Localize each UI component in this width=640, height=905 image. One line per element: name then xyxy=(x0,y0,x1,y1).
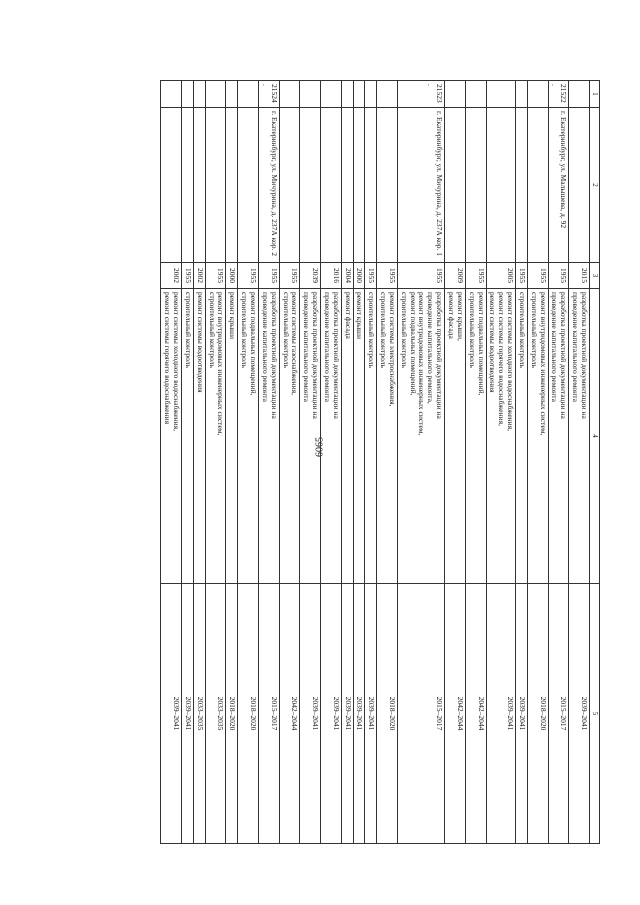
work-type-cell xyxy=(465,289,486,584)
work-type-cell xyxy=(259,289,280,584)
work-line: ремонт системы электроснабжения, xyxy=(387,292,397,407)
table-row xyxy=(397,81,444,844)
work-type-cell xyxy=(365,289,377,584)
column-header-cell: 1 xyxy=(590,81,600,108)
work-line: ремонт подвальных помещений, xyxy=(476,292,486,396)
column-header-cell: 5 xyxy=(590,584,600,844)
period-cell: 2039–2041 xyxy=(321,584,342,844)
period-cell: 2033–2035 xyxy=(205,584,226,844)
work-line: разработка проектной документации на xyxy=(580,292,589,419)
work-type-cell xyxy=(445,289,466,584)
address-cell xyxy=(341,108,353,263)
year-cell: 2004 xyxy=(341,263,353,289)
work-type-cell xyxy=(321,289,342,584)
year-cell: 1955 xyxy=(182,263,194,289)
table-row xyxy=(300,81,321,844)
work-line: разработка проектной документации на xyxy=(331,292,341,419)
work-type-cell xyxy=(182,289,194,584)
row-number-cell xyxy=(465,81,486,108)
work-line: ремонт внутридомовых инженерных систем, xyxy=(417,292,427,436)
address-cell xyxy=(486,108,516,263)
year-cell: 1955 xyxy=(365,263,377,289)
address-cell xyxy=(445,108,466,263)
column-header-cell: 3 xyxy=(590,263,600,289)
address-cell xyxy=(377,108,398,263)
period-cell: 2039–2041 xyxy=(300,584,321,844)
work-type-cell xyxy=(279,289,300,584)
address-cell xyxy=(527,108,548,263)
period-cell: 2039–2041 xyxy=(365,584,377,844)
row-number-cell xyxy=(365,81,377,108)
table-row xyxy=(205,81,226,844)
period-cell: 2039–2041 xyxy=(341,584,353,844)
row-number-cell xyxy=(226,81,238,108)
period-cell: 2015–2017 xyxy=(548,584,569,844)
address-cell xyxy=(300,108,321,263)
work-line: проведение капитального ремонта xyxy=(571,292,581,402)
period-cell: 2039–2041 xyxy=(353,584,365,844)
row-number-cell xyxy=(516,81,528,108)
address-cell xyxy=(279,108,300,263)
row-number-cell xyxy=(205,81,226,108)
address-cell xyxy=(321,108,342,263)
work-type-cell xyxy=(377,289,398,584)
period-cell: 2015–2017 xyxy=(259,584,280,844)
row-number-cell xyxy=(238,81,259,108)
work-line: строительный контроль xyxy=(183,292,193,368)
address-cell xyxy=(193,108,205,263)
work-line: ремонт фасада xyxy=(343,292,353,339)
row-number-cell xyxy=(377,81,398,108)
work-line: ремонт крыши xyxy=(228,292,238,339)
period-cell: 2039–2041 xyxy=(486,584,516,844)
year-cell: 1955 xyxy=(516,263,528,289)
year-cell: 2000 xyxy=(353,263,365,289)
work-type-cell xyxy=(205,289,226,584)
work-line: ремонт крыши xyxy=(355,292,365,339)
address-cell xyxy=(569,108,590,263)
page-number: 6065 xyxy=(314,437,326,457)
work-line: ремонт системы горячего водоснабжения, xyxy=(497,292,507,426)
table-row xyxy=(238,81,259,844)
year-cell: 1955 xyxy=(238,263,259,289)
row-number-cell xyxy=(486,81,516,108)
work-line: строительный контроль xyxy=(281,292,291,368)
period-cell: 2039–2041 xyxy=(569,584,590,844)
work-line: ремонт системы горячего водоснабжения xyxy=(163,292,173,425)
row-number-cell xyxy=(300,81,321,108)
year-cell: 1955 xyxy=(377,263,398,289)
year-cell: 1955 xyxy=(205,263,226,289)
work-line: разработка проектной документации на xyxy=(269,292,279,419)
table-row xyxy=(527,81,548,844)
period-cell: 2033–2035 xyxy=(193,584,205,844)
row-number-cell: 21524. xyxy=(259,81,280,108)
row-number-cell xyxy=(445,81,466,108)
address-cell: г. Екатеринбург, ул. Малышева, д. 92 xyxy=(548,108,569,263)
work-type-cell xyxy=(569,289,590,584)
address-cell xyxy=(365,108,377,263)
work-line: проведение капитального ремонта, xyxy=(426,292,436,404)
work-line: проведение капитального ремонта xyxy=(550,292,560,402)
table-row xyxy=(279,81,300,844)
address-cell xyxy=(205,108,226,263)
work-line: проведение капитального ремонта xyxy=(302,292,312,402)
year-cell: 1955 xyxy=(279,263,300,289)
table-row xyxy=(259,81,280,844)
work-line: строительный контроль xyxy=(207,292,217,368)
row-number-cell: 21522. xyxy=(548,81,569,108)
table-row xyxy=(486,81,516,844)
year-cell: 2016 xyxy=(321,263,342,289)
year-cell: 1955 xyxy=(259,263,280,289)
work-line: ремонт фасада xyxy=(447,292,457,339)
period-cell: 2018–2020 xyxy=(377,584,398,844)
work-line: ремонт системы водоотведения xyxy=(195,292,205,393)
row-number-cell xyxy=(161,81,182,108)
table-row xyxy=(516,81,528,844)
work-line: проведение капитального ремонта xyxy=(260,292,270,402)
row-number-cell xyxy=(279,81,300,108)
work-line: разработка проектной документации на xyxy=(435,292,445,419)
year-cell: 1955 xyxy=(548,263,569,289)
column-header-cell: 2 xyxy=(590,108,600,263)
period-cell: 2039–2041 xyxy=(182,584,194,844)
work-line: ремонт внутридомовых инженерных систем, xyxy=(538,292,548,436)
year-cell: 2000 xyxy=(226,263,238,289)
table-row xyxy=(353,81,365,844)
work-line: строительный контроль xyxy=(240,292,250,368)
work-type-cell xyxy=(161,289,182,584)
address-cell xyxy=(516,108,528,263)
work-type-cell xyxy=(193,289,205,584)
work-type-cell xyxy=(341,289,353,584)
work-line: ремонт системы газоснабжения, xyxy=(290,292,300,396)
row-number-cell xyxy=(569,81,590,108)
period-cell: 2042–2044 xyxy=(465,584,486,844)
year-cell: 1955 xyxy=(397,263,444,289)
period-cell: 2015–2017 xyxy=(397,584,444,844)
work-line: строительный контроль xyxy=(367,292,377,368)
work-line: ремонт крыши, xyxy=(455,292,465,341)
work-type-cell xyxy=(300,289,321,584)
row-number-cell xyxy=(193,81,205,108)
year-cell: 2009 xyxy=(445,263,466,289)
year-cell: 1955 xyxy=(527,263,548,289)
table-row xyxy=(321,81,342,844)
row-number-cell xyxy=(341,81,353,108)
period-cell: 2042–2044 xyxy=(445,584,466,844)
table-row xyxy=(161,81,182,844)
table-row xyxy=(226,81,238,844)
year-cell: 2015 xyxy=(569,263,590,289)
address-cell xyxy=(182,108,194,263)
work-line: строительный контроль xyxy=(399,292,409,368)
address-cell: г. Екатеринбург, ул. Мичурина, д. 237А кор. 1 xyxy=(397,108,444,263)
work-line: разработка проектной документации на xyxy=(559,292,569,419)
period-cell: 2042–2044 xyxy=(279,584,300,844)
work-line: строительный контроль xyxy=(529,292,539,368)
year-cell: 2039 xyxy=(300,263,321,289)
work-line: строительный контроль xyxy=(467,292,477,368)
year-cell: 2002 xyxy=(193,263,205,289)
table-row xyxy=(377,81,398,844)
table-row xyxy=(182,81,194,844)
work-line: ремонт подвальных помещений, xyxy=(249,292,258,396)
row-number-cell xyxy=(527,81,548,108)
work-line: ремонт системы водоотведения xyxy=(488,292,498,393)
work-type-cell xyxy=(527,289,548,584)
work-line: проведение капитального ремонта xyxy=(322,292,332,402)
capital-repair-table xyxy=(160,80,600,844)
address-cell xyxy=(238,108,259,263)
table-row xyxy=(193,81,205,844)
table-header-row xyxy=(590,81,600,844)
scanned-table-page xyxy=(80,80,600,844)
period-cell: 2018–2020 xyxy=(527,584,548,844)
work-type-cell xyxy=(516,289,528,584)
table-row xyxy=(569,81,590,844)
work-line: ремонт системы холодного водоснабжения, xyxy=(172,292,182,432)
work-line: строительный контроль xyxy=(517,292,527,368)
row-number-cell xyxy=(182,81,194,108)
table-row xyxy=(365,81,377,844)
work-type-cell xyxy=(548,289,569,584)
work-line: строительный контроль xyxy=(379,292,389,368)
row-number-cell: 21523. xyxy=(397,81,444,108)
period-cell: 2039–2041 xyxy=(161,584,182,844)
year-cell: 2005 xyxy=(486,263,516,289)
table-body xyxy=(161,81,600,844)
year-cell: 1955 xyxy=(465,263,486,289)
table-row xyxy=(465,81,486,844)
address-cell xyxy=(161,108,182,263)
table-row xyxy=(445,81,466,844)
work-type-cell xyxy=(226,289,238,584)
work-type-cell xyxy=(353,289,365,584)
column-header-cell: 4 xyxy=(590,289,600,584)
table-row xyxy=(341,81,353,844)
work-type-cell xyxy=(486,289,516,584)
address-cell xyxy=(353,108,365,263)
row-number-cell xyxy=(353,81,365,108)
work-line: ремонт подвальных помещений, xyxy=(408,292,418,396)
year-cell: 2002 xyxy=(161,263,182,289)
work-type-cell xyxy=(397,289,444,584)
address-cell xyxy=(226,108,238,263)
row-number-cell xyxy=(321,81,342,108)
table-row xyxy=(548,81,569,844)
work-line: разработка проектной документации на xyxy=(311,292,321,419)
period-cell: 2018–2020 xyxy=(238,584,259,844)
period-cell: 2039–2041 xyxy=(516,584,528,844)
work-line: ремонт внутридомовых инженерных систем, xyxy=(216,292,226,436)
period-cell: 2018–2020 xyxy=(226,584,238,844)
address-cell: г. Екатеринбург, ул. Мичурина, д. 237А кор. 2 xyxy=(259,108,280,263)
work-line: ремонт системы холодного водоснабжения, xyxy=(506,292,516,432)
address-cell xyxy=(465,108,486,263)
work-type-cell xyxy=(238,289,259,584)
